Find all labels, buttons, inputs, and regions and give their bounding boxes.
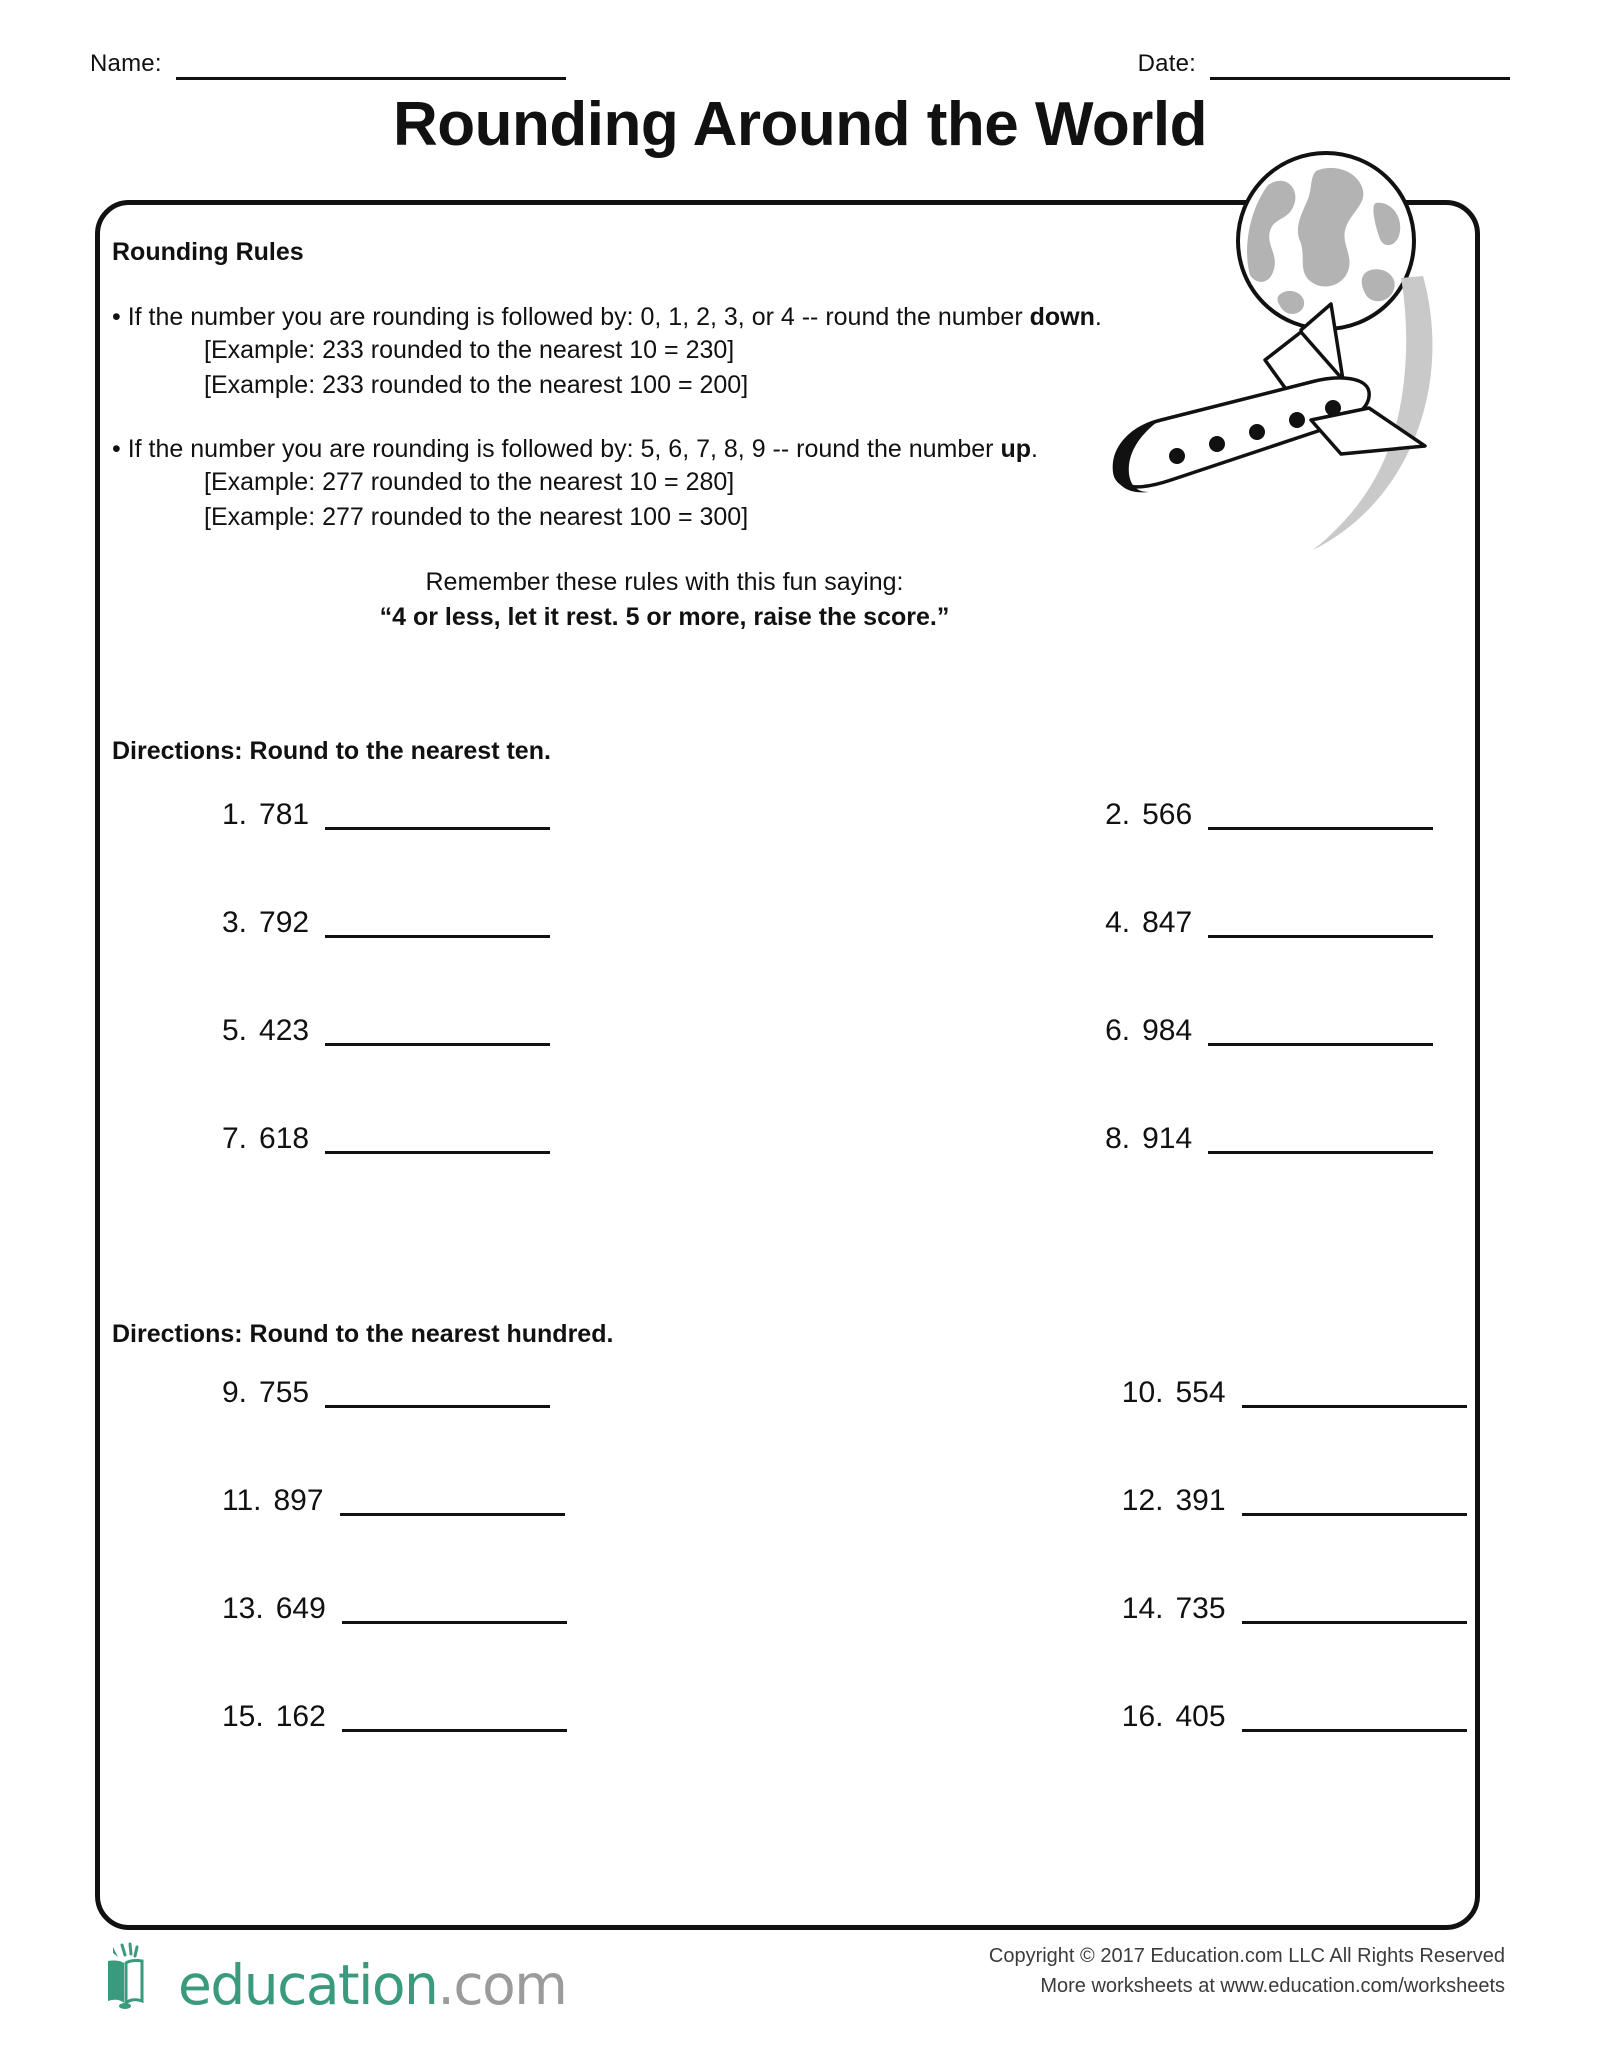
copyright-line-1: Copyright © 2017 Education.com LLC All Rights Reserved [988,1945,1505,1967]
problem-value: 781 [259,798,310,831]
rule-example: [Example: 277 rounded to the nearest 10 = 280] [204,468,735,496]
rule-example: [Example: 233 rounded to the nearest 10 = 230] [204,336,735,364]
problem-item [550,1124,1433,1232]
mnemonic-block [112,565,1217,635]
problem-value: 162 [275,1700,326,1733]
answer-blank[interactable] [342,1702,567,1732]
problem-value: 847 [1142,906,1193,939]
name-field-group [90,50,566,80]
rule-text-before: If the number you are rounding is followed by: 5, 6, 7, 8, 9 -- round the number [127,435,1001,463]
problem-number: 15. [222,1700,264,1733]
open-book-icon [100,1935,178,2013]
name-date-row [90,40,1510,80]
answer-blank[interactable] [342,1594,567,1624]
rule-emphasis: down [1029,303,1095,331]
copyright-block [989,1941,1505,2001]
answer-blank[interactable] [1242,1378,1467,1408]
problem-value: 423 [259,1014,310,1047]
answer-blank[interactable] [1242,1486,1467,1516]
directions-nearest-hundred: Directions: Round to the nearest hundred. [112,1320,614,1348]
mnemonic-intro: Remember these rules with this fun saying: [425,568,904,596]
problem-item [567,1594,1467,1702]
problem-number: 10. [1121,1376,1164,1409]
answer-blank[interactable] [325,800,550,830]
problem-value: 984 [1142,1014,1193,1047]
date-label: Date: [1137,50,1196,77]
problem-number: 14. [1121,1592,1164,1625]
problem-item [112,1124,550,1232]
answer-blank[interactable] [325,1124,550,1154]
answer-blank[interactable] [1242,1702,1467,1732]
answer-blank[interactable] [1208,908,1433,938]
logo-text-education: education [178,1953,438,2017]
problem-value: 566 [1142,798,1193,831]
date-field-group [1138,50,1510,80]
problem-number: 11. [222,1484,262,1517]
problem-item [112,1378,567,1486]
problem-value: 405 [1175,1700,1226,1733]
problem-item [112,1486,567,1594]
logo-text-dotcom: .com [437,1953,567,2017]
problem-item [112,908,550,1016]
problem-value: 792 [259,906,310,939]
rules-heading: Rounding Rules [112,238,304,266]
date-write-line[interactable] [1210,77,1510,80]
problem-item [567,1702,1467,1810]
problem-grid-ten [112,800,1362,1232]
problem-number: 12. [1121,1484,1164,1517]
rule-item [112,301,1362,403]
problem-item [112,1594,567,1702]
problem-item [550,800,1433,908]
rule-text [112,301,1362,333]
page-title: Rounding Around the World [393,90,1207,159]
answer-blank[interactable] [1208,800,1433,830]
problem-item [550,908,1433,1016]
answer-blank[interactable] [325,1016,550,1046]
rule-example: [Example: 277 rounded to the nearest 100 = 300] [204,503,749,531]
logo-wordmark [178,1953,567,2017]
name-label: Name: [90,50,162,77]
problem-value: 914 [1142,1122,1193,1155]
rule-example: [Example: 233 rounded to the nearest 100 = 200] [204,371,749,399]
problem-number: 1. [222,798,248,831]
answer-blank[interactable] [325,1378,550,1408]
answer-blank[interactable] [1208,1016,1433,1046]
problem-value: 897 [273,1484,324,1517]
problem-number: 8. [1105,1122,1131,1155]
name-write-line[interactable] [176,77,566,80]
answer-blank[interactable] [325,908,550,938]
directions-nearest-ten: Directions: Round to the nearest ten. [112,737,551,765]
answer-blank[interactable] [340,1486,565,1516]
problem-item [567,1378,1467,1486]
page-footer [95,1921,1505,2041]
problem-grid-hundred [112,1378,1362,1810]
rounding-rules-block [112,238,1362,635]
answer-blank[interactable] [1242,1594,1467,1624]
problem-number: 2. [1105,798,1131,831]
problem-number: 3. [222,906,248,939]
mnemonic-quote: “4 or less, let it rest. 5 or more, raise the score.” [379,603,950,631]
problem-number: 4. [1105,906,1131,939]
rule-bullet: • [112,435,121,463]
problem-value: 391 [1175,1484,1226,1517]
rule-text-before: If the number you are rounding is followed by: 0, 1, 2, 3, or 4 -- round the number [127,303,1030,331]
rule-emphasis: up [1000,435,1031,463]
problem-item [567,1486,1467,1594]
problem-value: 649 [275,1592,326,1625]
rule-text-after: . [1030,435,1038,463]
problem-number: 13. [222,1592,264,1625]
problem-item [550,1016,1433,1124]
problem-value: 735 [1175,1592,1226,1625]
rule-text [112,433,1362,465]
rule-item [112,433,1362,535]
education-logo[interactable] [100,1935,567,2017]
problem-item [112,800,550,908]
problem-number: 16. [1121,1700,1164,1733]
problem-value: 755 [259,1376,310,1409]
copyright-line-2: More worksheets at www.education.com/worksheets [1040,1975,1505,1997]
problem-number: 5. [222,1014,248,1047]
rule-bullet: • [112,303,121,331]
rule-text-after: . [1094,303,1102,331]
problem-number: 7. [222,1122,248,1155]
answer-blank[interactable] [1208,1124,1433,1154]
problem-number: 9. [222,1376,248,1409]
problem-item [112,1016,550,1124]
problem-value: 554 [1175,1376,1226,1409]
problem-item [112,1702,567,1810]
problem-value: 618 [259,1122,310,1155]
problem-number: 6. [1105,1014,1131,1047]
